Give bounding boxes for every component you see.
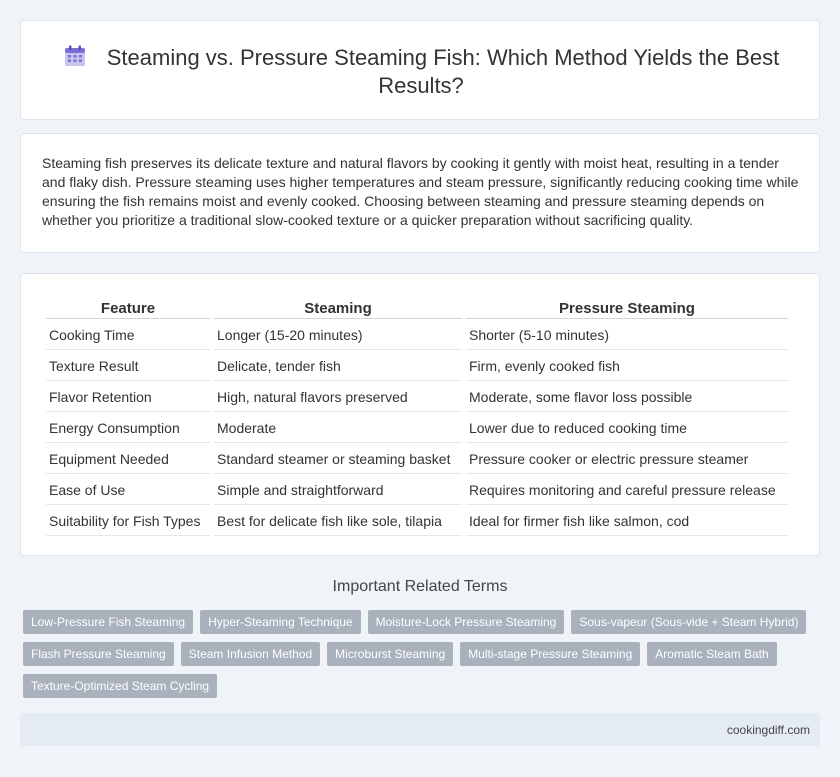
header-steaming: Steaming (214, 299, 462, 319)
pressure-steaming-cell: Requires monitoring and careful pressure release (466, 476, 788, 505)
feature-cell: Energy Consumption (46, 414, 210, 443)
page-title (21, 44, 821, 100)
related-term-tag[interactable]: Microburst Steaming (327, 642, 453, 666)
pressure-steaming-cell: Ideal for firmer fish like salmon, cod (466, 507, 788, 536)
table-row (46, 321, 788, 350)
header-pressure-steaming: Pressure Steaming (466, 299, 788, 319)
title-card (20, 20, 820, 120)
table-header-row (46, 299, 788, 319)
related-term-tag[interactable]: Steam Infusion Method (181, 642, 320, 666)
steaming-cell: Longer (15-20 minutes) (214, 321, 462, 350)
related-term-tag[interactable]: Hyper-Steaming Technique (200, 610, 361, 634)
table-row (46, 383, 788, 412)
table-row (46, 414, 788, 443)
feature-cell: Cooking Time (46, 321, 210, 350)
steaming-cell: Best for delicate fish like sole, tilapia (214, 507, 462, 536)
intro-paragraph: Steaming fish preserves its delicate texture and natural flavors by cooking it gently with moist heat, resulting in a tender and flaky dish. Pressure steaming uses higher temperatures and steam pressure, significantly reducing cooking time while ensuring the fish remains moist and evenly cooked. Choosing between steaming and pressure steaming depends on whether you prioritize a traditional slow-cooked texture or a quicker preparation without sacrificing quality. (42, 155, 799, 228)
table-row (46, 445, 788, 474)
header-feature: Feature (46, 299, 210, 319)
related-terms-heading: Important Related Terms (332, 578, 508, 595)
feature-cell: Texture Result (46, 352, 210, 381)
steaming-cell: Moderate (214, 414, 462, 443)
footer-site-link[interactable]: cookingdiff.com (726, 723, 810, 737)
intro-card (20, 133, 820, 253)
related-term-tag[interactable]: Sous-vapeur (Sous-vide + Steam Hybrid) (571, 610, 806, 634)
feature-cell: Equipment Needed (46, 445, 210, 474)
steaming-cell: High, natural flavors preserved (214, 383, 462, 412)
table-row (46, 476, 788, 505)
table-row (46, 507, 788, 536)
feature-cell: Suitability for Fish Types (46, 507, 210, 536)
related-term-tag[interactable]: Moisture-Lock Pressure Steaming (368, 610, 565, 634)
comparison-table (42, 297, 792, 538)
page-title-text: Steaming vs. Pressure Steaming Fish: Which Method Yields the Best Results? (106, 45, 780, 98)
comparison-card (20, 273, 820, 556)
feature-cell: Ease of Use (46, 476, 210, 505)
pressure-steaming-cell: Firm, evenly cooked fish (466, 352, 788, 381)
feature-cell: Flavor Retention (46, 383, 210, 412)
table-row (46, 352, 788, 381)
steaming-cell: Delicate, tender fish (214, 352, 462, 381)
steaming-cell: Simple and straightforward (214, 476, 462, 505)
pressure-steaming-cell: Lower due to reduced cooking time (466, 414, 788, 443)
related-term-tag[interactable]: Low-Pressure Fish Steaming (23, 610, 193, 634)
related-term-tag[interactable]: Aromatic Steam Bath (647, 642, 776, 666)
pressure-steaming-cell: Moderate, some flavor loss possible (466, 383, 788, 412)
calendar-icon (63, 44, 87, 68)
related-term-tag[interactable]: Multi-stage Pressure Steaming (460, 642, 640, 666)
footer (20, 713, 820, 746)
pressure-steaming-cell: Shorter (5-10 minutes) (466, 321, 788, 350)
pressure-steaming-cell: Pressure cooker or electric pressure steamer (466, 445, 788, 474)
steaming-cell: Standard steamer or steaming basket (214, 445, 462, 474)
related-term-tag[interactable]: Flash Pressure Steaming (23, 642, 174, 666)
related-term-tag[interactable]: Texture-Optimized Steam Cycling (23, 674, 217, 698)
related-terms-list (23, 610, 813, 698)
